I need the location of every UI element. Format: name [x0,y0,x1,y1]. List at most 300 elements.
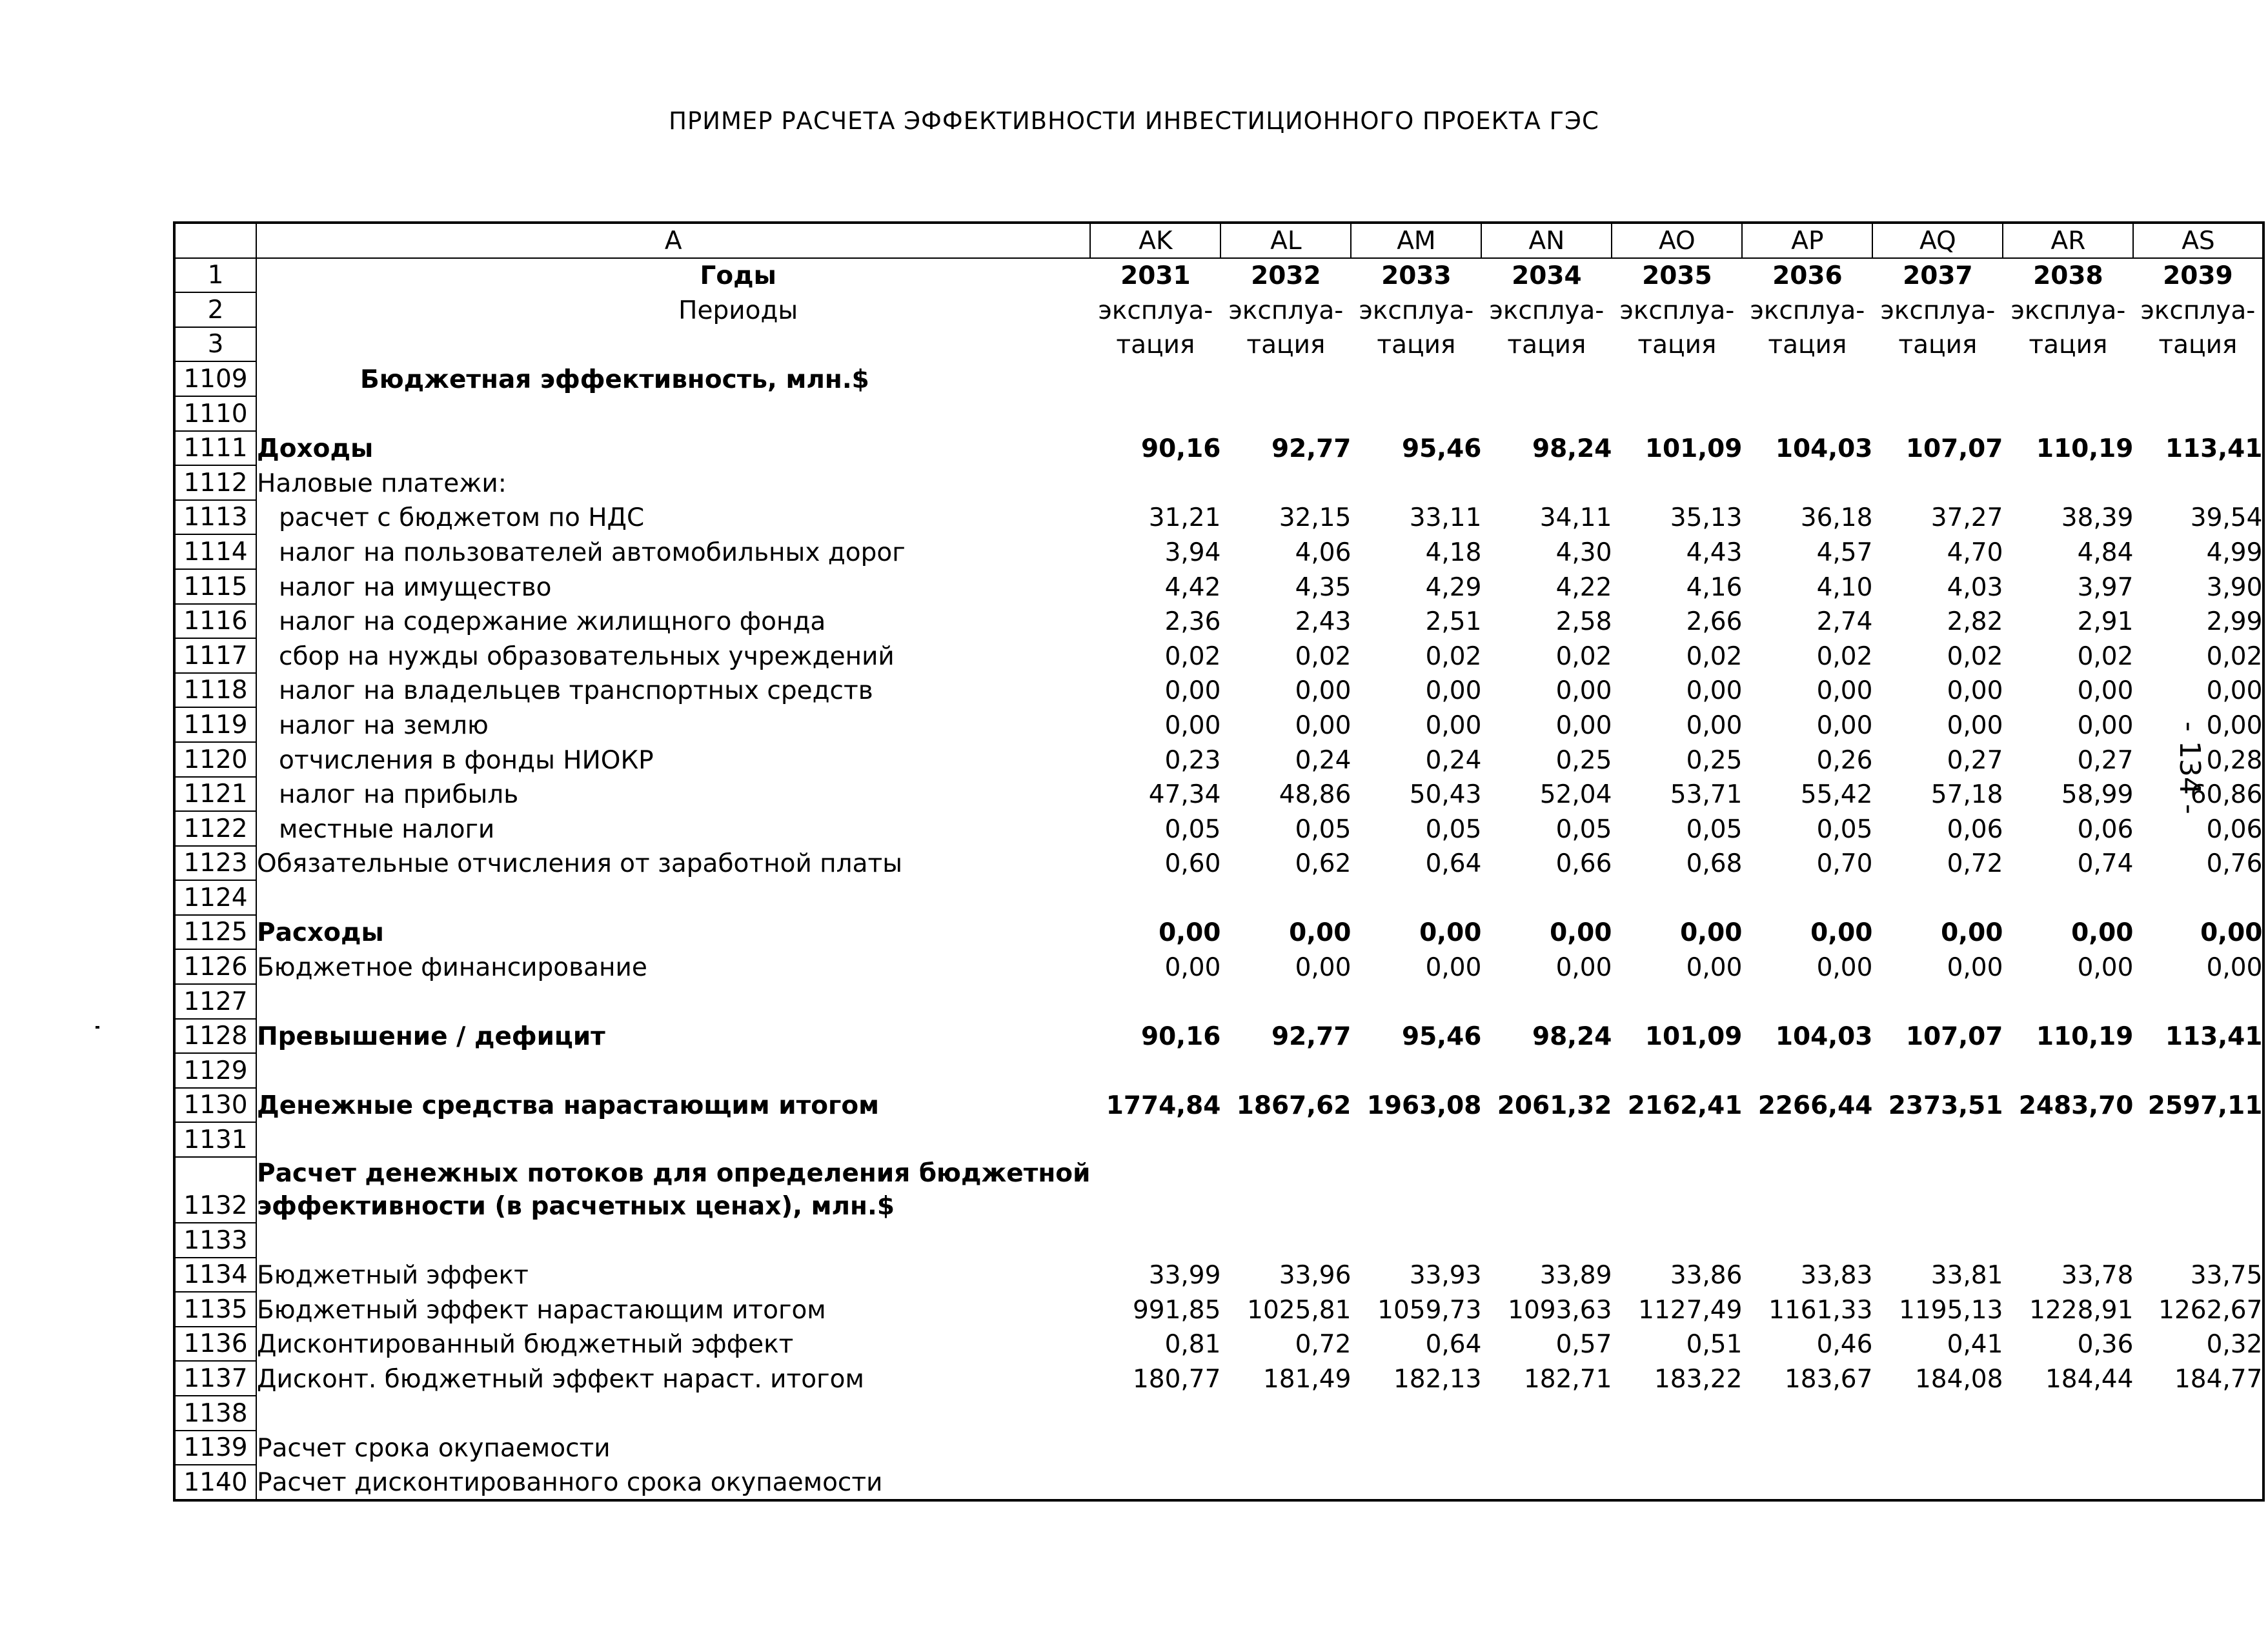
value-cell [2133,880,2263,915]
row-label [256,396,1090,431]
value-cell: 0,00 [1159,918,1221,948]
value-cell: эксплуа- [1489,296,1605,325]
value-cell: 1228,91 [2029,1295,2134,1325]
value-cell: эксплуа- [1098,296,1213,325]
value-cell [2133,1465,2263,1500]
value-cell: 33,96 [1279,1261,1352,1291]
value-cell [1220,1157,1351,1223]
value-cell: 0,36 [2077,1330,2134,1360]
value-cell [1090,1157,1220,1223]
row-number: 1115 [174,569,256,604]
value-cell: 4,29 [1425,572,1482,602]
value-cell: 0,02 [2206,641,2263,671]
value-cell: тация [2158,330,2238,360]
row-label: Бюджетная эффективность, млн.$ [256,361,1090,396]
value-cell [1742,1396,1872,1431]
row-label [256,1223,1090,1258]
value-cell: 33,75 [2190,1261,2263,1291]
row-label: Доходы [256,431,1090,466]
row-label [256,1053,1090,1088]
value-cell: 2,82 [1947,607,2003,637]
row-number: 1139 [174,1431,256,1465]
value-cell: 0,00 [1947,710,2003,740]
value-cell: 0,00 [2077,710,2134,740]
value-cell: 52,04 [1539,780,1612,810]
value-cell: 0,23 [1164,745,1221,775]
table-row [174,1223,2263,1258]
value-cell: 2036 [1772,261,1843,291]
value-cell: 0,76 [2206,849,2263,879]
value-cell [1872,1465,2003,1500]
value-cell: 2,99 [2206,607,2263,637]
value-cell [1481,1223,1612,1258]
value-cell [2133,361,2263,396]
value-cell: 0,66 [1555,849,1612,879]
value-cell [1220,1396,1351,1431]
value-cell: 31,21 [1148,503,1221,533]
table-row [174,777,2263,812]
value-cell: тация [1116,330,1195,360]
value-cell: 0,24 [1295,745,1352,775]
value-cell: 0,00 [1816,676,1873,706]
value-cell: 0,00 [1947,676,2003,706]
value-cell [2003,1431,2133,1465]
value-cell: 0,00 [2071,918,2134,948]
value-cell: 2032 [1251,261,1321,291]
value-cell [1351,361,1481,396]
value-cell: 3,90 [2206,572,2263,602]
table-row [174,396,2263,431]
corner-cell [174,223,256,258]
value-cell: 0,64 [1425,1330,1482,1360]
table-row [174,534,2263,569]
value-cell: 2,91 [2077,607,2134,637]
value-cell: 57,18 [1930,780,2003,810]
column-header: AP [1742,223,1872,258]
value-cell [1612,1465,1742,1500]
value-cell: 37,27 [1930,503,2003,533]
value-cell [1351,396,1481,431]
value-cell [1742,1465,1872,1500]
value-cell [1481,984,1612,1019]
value-cell [1090,1053,1220,1088]
value-cell [2003,465,2133,500]
value-cell [1090,396,1220,431]
row-number: 1125 [174,915,256,950]
value-cell [1220,880,1351,915]
value-cell: 181,49 [1262,1365,1352,1394]
row-number: 1127 [174,984,256,1019]
row-number: 1132 [174,1157,256,1223]
row-number: 1135 [174,1292,256,1327]
value-cell: 50,43 [1409,780,1482,810]
value-cell: 1025,81 [1247,1295,1352,1325]
column-header: AM [1351,223,1481,258]
row-number: 1136 [174,1327,256,1362]
value-cell [2003,1396,2133,1431]
row-label: налог на владельцев транспортных средств [256,673,1090,708]
row-label [256,880,1090,915]
value-cell: 34,11 [1539,503,1612,533]
value-cell [2133,396,2263,431]
table-row [174,984,2263,1019]
value-cell: 0,26 [1816,745,1873,775]
row-label: расчет с бюджетом по НДС [256,500,1090,535]
value-cell [1742,1053,1872,1088]
value-cell [2133,1223,2263,1258]
value-cell: 113,41 [2165,1022,2263,1052]
value-cell [1351,1223,1481,1258]
value-cell: 180,77 [1132,1365,1221,1394]
value-cell: 0,64 [1425,849,1482,879]
value-cell [1220,396,1351,431]
value-cell: 183,22 [1654,1365,1743,1394]
column-header-row [174,223,2263,258]
value-cell: тация [1507,330,1586,360]
value-cell: 107,07 [1905,434,2003,464]
table-row [174,500,2263,535]
value-cell [1351,1122,1481,1157]
value-cell: 0,24 [1425,745,1482,775]
row-number: 1122 [174,811,256,846]
value-cell: тация [1246,330,1326,360]
row-number: 1137 [174,1361,256,1396]
row-number: 1110 [174,396,256,431]
row-label [256,1396,1090,1431]
cashflow-heading-line: эффективности (в расчетных ценах), млн.$ [257,1192,895,1222]
value-cell [1220,984,1351,1019]
value-cell: 4,18 [1425,538,1482,567]
row-label: Денежные средства нарастающим итогом [256,1088,1090,1123]
value-cell [1872,465,2003,500]
value-cell [1481,396,1612,431]
value-cell [2003,361,2133,396]
value-cell: 4,35 [1295,572,1352,602]
value-cell: 0,25 [1555,745,1612,775]
value-cell: тация [2029,330,2108,360]
value-cell: 0,02 [1555,641,1612,671]
row-number: 1134 [174,1258,256,1293]
value-cell [1090,880,1220,915]
value-cell [1351,1053,1481,1088]
table-row [174,431,2263,466]
value-cell: 2597,11 [2147,1091,2263,1121]
value-cell: 4,16 [1686,572,1743,602]
value-cell: 0,05 [1686,814,1743,844]
value-cell [1090,465,1220,500]
value-cell: 0,00 [1295,676,1352,706]
row-label: налог на содержание жилищного фонда [256,604,1090,639]
column-header: AR [2003,223,2133,258]
value-cell: 4,70 [1947,538,2003,567]
value-cell: 0,00 [1550,918,1612,948]
value-cell [1612,465,1742,500]
value-cell [1220,361,1351,396]
value-cell: 2,74 [1816,607,1873,637]
value-cell [1090,1465,1220,1500]
row-number: 1123 [174,846,256,881]
value-cell: 101,09 [1645,1022,1743,1052]
value-cell: 0,05 [1295,814,1352,844]
value-cell: 113,41 [2165,434,2263,464]
value-cell [1742,880,1872,915]
table-row [174,1465,2263,1500]
value-cell: 0,05 [1816,814,1873,844]
page-number: - 134 - [2173,721,2206,814]
value-cell: эксплуа- [2140,296,2256,325]
value-cell: 33,78 [2061,1261,2134,1291]
value-cell: 107,07 [1905,1022,2003,1052]
value-cell: 98,24 [1532,434,1612,464]
value-cell [1481,1465,1612,1500]
value-cell [1481,1122,1612,1157]
value-cell: 4,06 [1295,538,1352,567]
row-label: Периоды [256,292,1090,327]
scan-speck [96,1026,99,1029]
value-cell: 38,39 [2061,503,2134,533]
value-cell: 0,62 [1295,849,1352,879]
value-cell: 0,46 [1816,1330,1873,1360]
value-cell: тация [1898,330,1978,360]
row-label: Дисконт. бюджетный эффект нараст. итогом [256,1361,1090,1396]
value-cell: 36,18 [1800,503,1873,533]
table-row [174,1088,2263,1123]
table-row [174,1122,2263,1157]
value-cell [1220,1431,1351,1465]
value-cell: 0,02 [1816,641,1873,671]
value-cell [1220,1465,1351,1500]
value-cell: 991,85 [1132,1295,1221,1325]
table-row [174,811,2263,846]
value-cell [1612,1223,1742,1258]
value-cell: 101,09 [1645,434,1743,464]
value-cell: 4,84 [2077,538,2134,567]
value-cell [2133,1431,2263,1465]
value-cell: 33,93 [1409,1261,1482,1291]
value-cell: 32,15 [1279,503,1352,533]
value-cell: 1774,84 [1106,1091,1221,1121]
value-cell: 1161,33 [1768,1295,1873,1325]
table-row [174,707,2263,742]
value-cell [1742,361,1872,396]
value-cell: 4,57 [1816,538,1873,567]
value-cell: 0,05 [1425,814,1482,844]
value-cell: 92,77 [1271,434,1352,464]
row-number: 1117 [174,638,256,673]
value-cell: 2035 [1642,261,1712,291]
table-row [174,846,2263,881]
value-cell: 1195,13 [1899,1295,2003,1325]
table-row [174,361,2263,396]
value-cell: 0,00 [1555,710,1612,740]
value-cell: 2373,51 [1888,1091,2003,1121]
column-header-a: A [256,223,1090,258]
column-header: AS [2133,223,2263,258]
value-cell: 182,13 [1393,1365,1482,1394]
row-label: налог на пользователей автомобильных дорог [256,534,1090,569]
value-cell [2133,1053,2263,1088]
value-cell [1872,1431,2003,1465]
value-cell: 4,22 [1555,572,1612,602]
value-cell [1090,984,1220,1019]
value-cell [1481,1431,1612,1465]
value-cell [2133,1157,2263,1223]
table-row [174,1258,2263,1293]
table-row [174,1019,2263,1054]
value-cell [2003,1223,2133,1258]
value-cell [2003,1122,2133,1157]
value-cell [1872,396,2003,431]
column-header: AQ [1872,223,2003,258]
value-cell [1872,361,2003,396]
value-cell: 0,05 [1164,814,1221,844]
value-cell: 0,02 [1686,641,1743,671]
row-label: сбор на нужды образовательных учреждений [256,638,1090,673]
value-cell: 0,00 [2206,953,2263,983]
value-cell: 0,00 [2206,710,2263,740]
value-cell: 0,68 [1686,849,1743,879]
value-cell [1742,1223,1872,1258]
row-label: Расчет срока окупаемости [256,1431,1090,1465]
value-cell: 33,89 [1539,1261,1612,1291]
value-cell: тация [1637,330,1717,360]
value-cell [1742,396,1872,431]
value-cell: 1059,73 [1377,1295,1482,1325]
value-cell [2133,984,2263,1019]
value-cell: 1963,08 [1366,1091,1482,1121]
value-cell [1612,361,1742,396]
table-row [174,604,2263,639]
table-row [174,949,2263,984]
value-cell: 0,00 [1164,676,1221,706]
value-cell: 0,00 [2200,918,2263,948]
row-label: налог на имущество [256,569,1090,604]
value-cell [1351,880,1481,915]
value-cell: 39,54 [2190,503,2263,533]
value-cell: 0,72 [1295,1330,1352,1360]
value-cell: 92,77 [1271,1022,1352,1052]
value-cell [1742,984,1872,1019]
row-number: 1121 [174,777,256,812]
cashflow-heading-line: Расчет денежных потоков для определения бюджетной [257,1159,1091,1189]
value-cell [1612,880,1742,915]
row-label: Расходы [256,915,1090,950]
value-cell: эксплуа- [1880,296,1996,325]
value-cell: 0,00 [1686,710,1743,740]
row-number: 1138 [174,1396,256,1431]
value-cell: 90,16 [1141,1022,1221,1052]
value-cell: 0,00 [1164,953,1221,983]
value-cell [1351,1396,1481,1431]
value-cell [1742,1157,1872,1223]
value-cell: 33,99 [1148,1261,1221,1291]
value-cell [2003,396,2133,431]
value-cell: 0,00 [1289,918,1352,948]
value-cell: 0,27 [2077,745,2134,775]
value-cell: 0,28 [2206,745,2263,775]
value-cell: 0,00 [1816,953,1873,983]
value-cell: 2,66 [1686,607,1743,637]
value-cell: 0,02 [1947,641,2003,671]
value-cell: 104,03 [1775,434,1873,464]
value-cell [2003,1465,2133,1500]
value-cell: 0,00 [1816,710,1873,740]
value-cell: 0,00 [1810,918,1873,948]
row-label: Наловые платежи: [256,465,1090,500]
value-cell: 0,00 [1164,710,1221,740]
value-cell: 2,36 [1164,607,1221,637]
row-label: Бюджетный эффект [256,1258,1090,1293]
column-header: AN [1481,223,1612,258]
table-row [174,327,2263,362]
table-row [174,465,2263,500]
table-row [174,1053,2263,1088]
value-cell: 4,99 [2206,538,2263,567]
value-cell: 2,51 [1425,607,1482,637]
value-cell: 4,30 [1555,538,1612,567]
row-label: Расчет дисконтированного срока окупаемости [256,1465,1090,1500]
value-cell: 2,43 [1295,607,1352,637]
value-cell: 3,94 [1164,538,1221,567]
row-label [256,1157,1090,1223]
row-number: 1140 [174,1465,256,1500]
value-cell [1742,465,1872,500]
table-row [174,1292,2263,1327]
value-cell: 0,00 [2077,676,2134,706]
value-cell: эксплуа- [1359,296,1474,325]
row-label [256,1122,1090,1157]
value-cell [1612,396,1742,431]
value-cell [1351,984,1481,1019]
value-cell: 95,46 [1402,1022,1482,1052]
table-row [174,569,2263,604]
value-cell: 0,27 [1947,745,2003,775]
row-label: Дисконтированный бюджетный эффект [256,1327,1090,1362]
value-cell [1220,1122,1351,1157]
value-cell [2003,880,2133,915]
value-cell [1481,361,1612,396]
value-cell: 98,24 [1532,1022,1612,1052]
row-number: 1124 [174,880,256,915]
value-cell: 183,67 [1784,1365,1873,1394]
value-cell: 53,71 [1670,780,1743,810]
row-label: Бюджетное финансирование [256,949,1090,984]
value-cell: 0,02 [1295,641,1352,671]
value-cell [2133,465,2263,500]
value-cell: 110,19 [2036,434,2134,464]
value-cell [2003,984,2133,1019]
row-number: 1119 [174,707,256,742]
value-cell [1351,1465,1481,1500]
value-cell: 2039 [2163,261,2233,291]
value-cell: 184,08 [1914,1365,2003,1394]
value-cell: 2031 [1120,261,1191,291]
column-header: AK [1090,223,1220,258]
row-label: Обязательные отчисления от заработной платы [256,846,1090,881]
value-cell: 4,10 [1816,572,1873,602]
table-row [174,742,2263,777]
row-label: налог на прибыль [256,777,1090,812]
value-cell [1742,1122,1872,1157]
value-cell [1220,1053,1351,1088]
value-cell: 47,34 [1148,780,1221,810]
row-number: 1133 [174,1223,256,1258]
value-cell [1090,1122,1220,1157]
value-cell [1481,1396,1612,1431]
value-cell: 184,44 [2045,1365,2134,1394]
row-number: 1129 [174,1053,256,1088]
value-cell: 182,71 [1523,1365,1612,1394]
